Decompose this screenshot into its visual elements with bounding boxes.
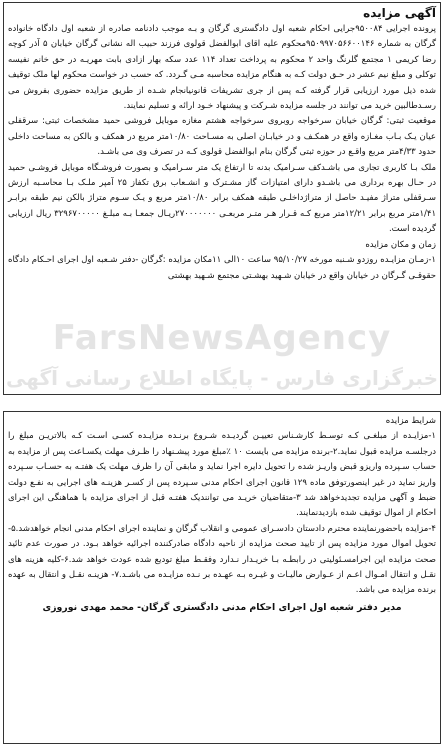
conditions-heading: شرایط مزایده <box>385 416 436 426</box>
signature-line: مدیر دفتر شعبه اول اجرای احکام مدنی دادگستری گرگان- محمد مهدی نوروزی <box>42 601 402 613</box>
auction-conditions-box <box>3 411 441 744</box>
time-place-paragraph: ۱-زمـان مزایـده روزدو شـنبه مورخه ۹۵/۱۰/۲۷ ساعت ۱۰الی ۱۱مکان مزایده :گرگان -دفتر شـعبه اول اجرای احـکام دادگاه حقوقـی گـرگان در خیابان واقع در خیابان شـهید بهشـتی مجتمع شـهید بهشتی <box>8 255 436 281</box>
notice-body-paragraph: پرونده اجرایی ۹۵۰۰۸۴جرایی احکام شعبه اول دادگستری گرگان و بـه موجب دادنامه صادره از شعبه اول دادگاه خانواده گرگان به شماره ۹۵۰۹۹۷۰۵۶۶۰۰۱۴۶محکوم علیه اقای ابوالفضل قولوی فرزند حبیب اله نشانی گرگان خیابان ۵ آذر کوچه رضا کریمی ۱ مجتمع گلرنگ واحد ۲ محکوم به پرداخت تعداد ۱۱۴ عدد سکه بهار ازادی بابت مهریـه در حق خانم نفیسه توکلی و مبلغ نیم عشر در حـق دولت کـه به هنگام مزایده محاسبه مـی گـردد. که حسب در خواست محکوم لها ملک توقیف شده ذیل مورد ارزیابی قرار گرفته کـه پس از جری تشریفات قانونیانجام شـده از طریق مزایده حضوری بفروش می رسـدطالبین خرید می توانند در جلسه مزایده شـرکت و پیشنهاد خـود ارائه و تسلیم نمایند. <box>8 24 437 112</box>
notice-title: آگهی مزایده <box>363 6 436 20</box>
conditions-paragraph-1: ۱-مزایـده از مبلغـی کـه توسـط کارشـناس تعییـن گردیـده شـروع برنـده مزایـده کسـی اسـت کـه بالاتریـن مبلغ را درجلسـه مزایده قبول نماید.۲-برنده مزایده می بایست ۱۰ ٪مبلغ مورد پیشـنهاد را ظـرف مهلت یکسـاعت پس از مزایده به حساب سـپرده واریزو قبض واریـز شده را تحویل دایره اجرا نماید و مابقی آن را ظرف مهلت یک هفتـه به حسـاب سـپرده واریز نماید در غیر اینصورتوفق ماده ۱۲۹ قانون اجرای احکام مدنی سـپرده پس از کسـر هزینـه های اجرایی به نفـع دولت ضبط و آگهی مزایده تجدیدخواهد شد ۳-متقاضیان خریـد می توانندیک هفتـه قبل از اجرای مزایده با هماهنگی این اجرای احکام از اموال توقیف شده بازدیدنمایند. <box>8 431 436 519</box>
watermark-subtext: خبرگزاری فارس - پایگاه اطلاع رسانی آگهی <box>6 366 438 390</box>
conditions-paragraph-2: ۴-مزایده باحضورنماینده محترم دادستان دادسـرای عمومی و انقلاب گرگان و نماینده اجرای احکام مدنی انجام خواهدشد.۵-تحویل اموال مورد مزایده پس از تایید صحت مزایده از ناحیه دادگاه صادرکننده اجرائیه خواهد بـود. در صورت عدم تائید صحت مزایده این اجرامسـئولیتی در رابطـه بـا خریـدار نـدارد وفقـط مبلغ تودیع شده عودت خواهد شد.۶-کلیه هزینه های نقـل و انتقال امـوال اعـم از عـوارض مالیـات و غیـره بـه عهـده بر نـده مزایـده می باشـد.۷- هزینـه نقـل و انتقال به عهده برنده مزایده می باشد. <box>8 523 437 596</box>
time-place-heading: زمان و مکان مزایده <box>365 239 436 250</box>
auction-notice-box <box>3 2 441 395</box>
property-description-paragraph: ملک بـا کاربری تجاری می باشـدکف سـرامیک بدنه تا ارتفاع یک متر سـرامیک و بصورت فروشـگاه موبایل فروشـی حمید در حـال بهره برداری می باشـدو دارای امتیازات گاز مشـترک و انشـعاب برق تکفاز ۲۵ آمپر ملـک بـا محاسـبه ارزش سـرقفلی متراژ مفیـد حاصل از متراژداخلـی طبقه همکف برابر ۱۰/۸۰متر مربع و یـک سـوم متراژ بالکن نیم طبقه برابـر ۱/۴۱متر مربع برابر ۱۲/۲۱متر مربع کـه قـرار هـر متـر مربعـی ۲۷۰۰۰۰۰۰۰ریـال جمعـا بـه مبلـغ ۳۲۹۶۷۰۰۰۰۰ ریال ارزیابی گردیده است. <box>8 162 437 235</box>
watermark-logo: FarsNewsAgency <box>52 318 392 358</box>
registration-details-paragraph: موقعیت ثبتی: گرگان خیابان سرخواجه روبروی سرخواجه هشتم مغازه موبایل فروشی حمید مشخصات ثبتی: سرقفلی عیان یـک بـاب مغـازه واقع در همکـف و در خیابـان اصلی به مسـاحت ۱۰/۸۰متر مربع در همکف و بالکن به مساحت داخلی حدود ۴/۳۳متر مربع واقـع در حوزه ثبتی گرگان بنام ابوالفضل قولوی کـه در تصرف وی می باشـد. <box>8 116 436 158</box>
